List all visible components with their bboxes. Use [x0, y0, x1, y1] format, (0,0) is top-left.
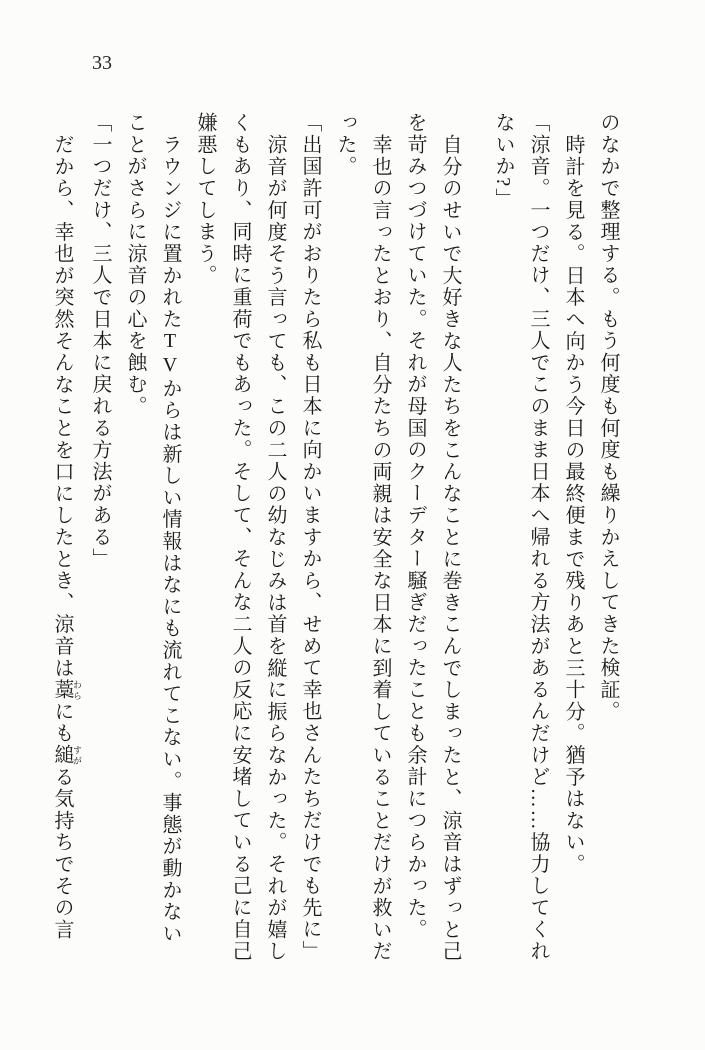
paragraph: ラウンジに置かれたTVからは新しい情報はなにも流れてこない。事態が動かないことがさらに涼音の心を蝕む。	[124, 112, 181, 945]
paragraph: だから、幸也が突然そんなことを口にしたとき、涼音は藁 わらにも縋 すがる気持ちでその言	[51, 134, 82, 941]
paragraph: 幸也の言ったとおり、自分たちの両親は安全な日本に到着していることだけが救いだった。	[334, 112, 391, 963]
ruby-base: 藁 わら	[51, 679, 82, 701]
latin-upright-text: TV	[159, 330, 181, 378]
page-text	[35, 112, 625, 964]
paragraph: 「一つだけ、三人で日本に戻れる方法がある」	[89, 112, 111, 570]
paragraph: のなかで整理する。もう何度も何度も繰りかえしてきた検証。	[597, 112, 619, 723]
page-number: 33	[92, 52, 112, 74]
ruby-base: 縋 すが	[51, 744, 82, 767]
ruby-annotation: すが	[72, 744, 82, 767]
paragraph: 涼音が何度そう言っても、この二人の幼なじみは首を縦に振らなかった。それが嬉しくもあり、同時に重荷でもあった。そして、そんな二人の反応に安堵している己に自己嫌悪してしまう。	[194, 112, 286, 963]
paragraph: 「涼音。一つだけ、三人でこのまま日本へ帰れる方法があるんだけど……協力してくれないか?」	[492, 112, 549, 963]
paragraph: 自分のせいで大好きな人たちをこんなことに巻きこんでしまったと、涼音はずっと己を苛みつづけていた。それが母国のクーデター騒ぎだったことも余計につらかった。	[404, 112, 461, 963]
paragraph: 「出国許可がおりたら私も日本に向かいますから、せめて幸也さんたちだけでも先に」	[299, 112, 321, 963]
ruby-annotation: わら	[72, 679, 82, 701]
paragraph: 時計を見る。日本へ向かう今日の最終便まで残りあと三十分。猶予はない。	[562, 134, 584, 876]
